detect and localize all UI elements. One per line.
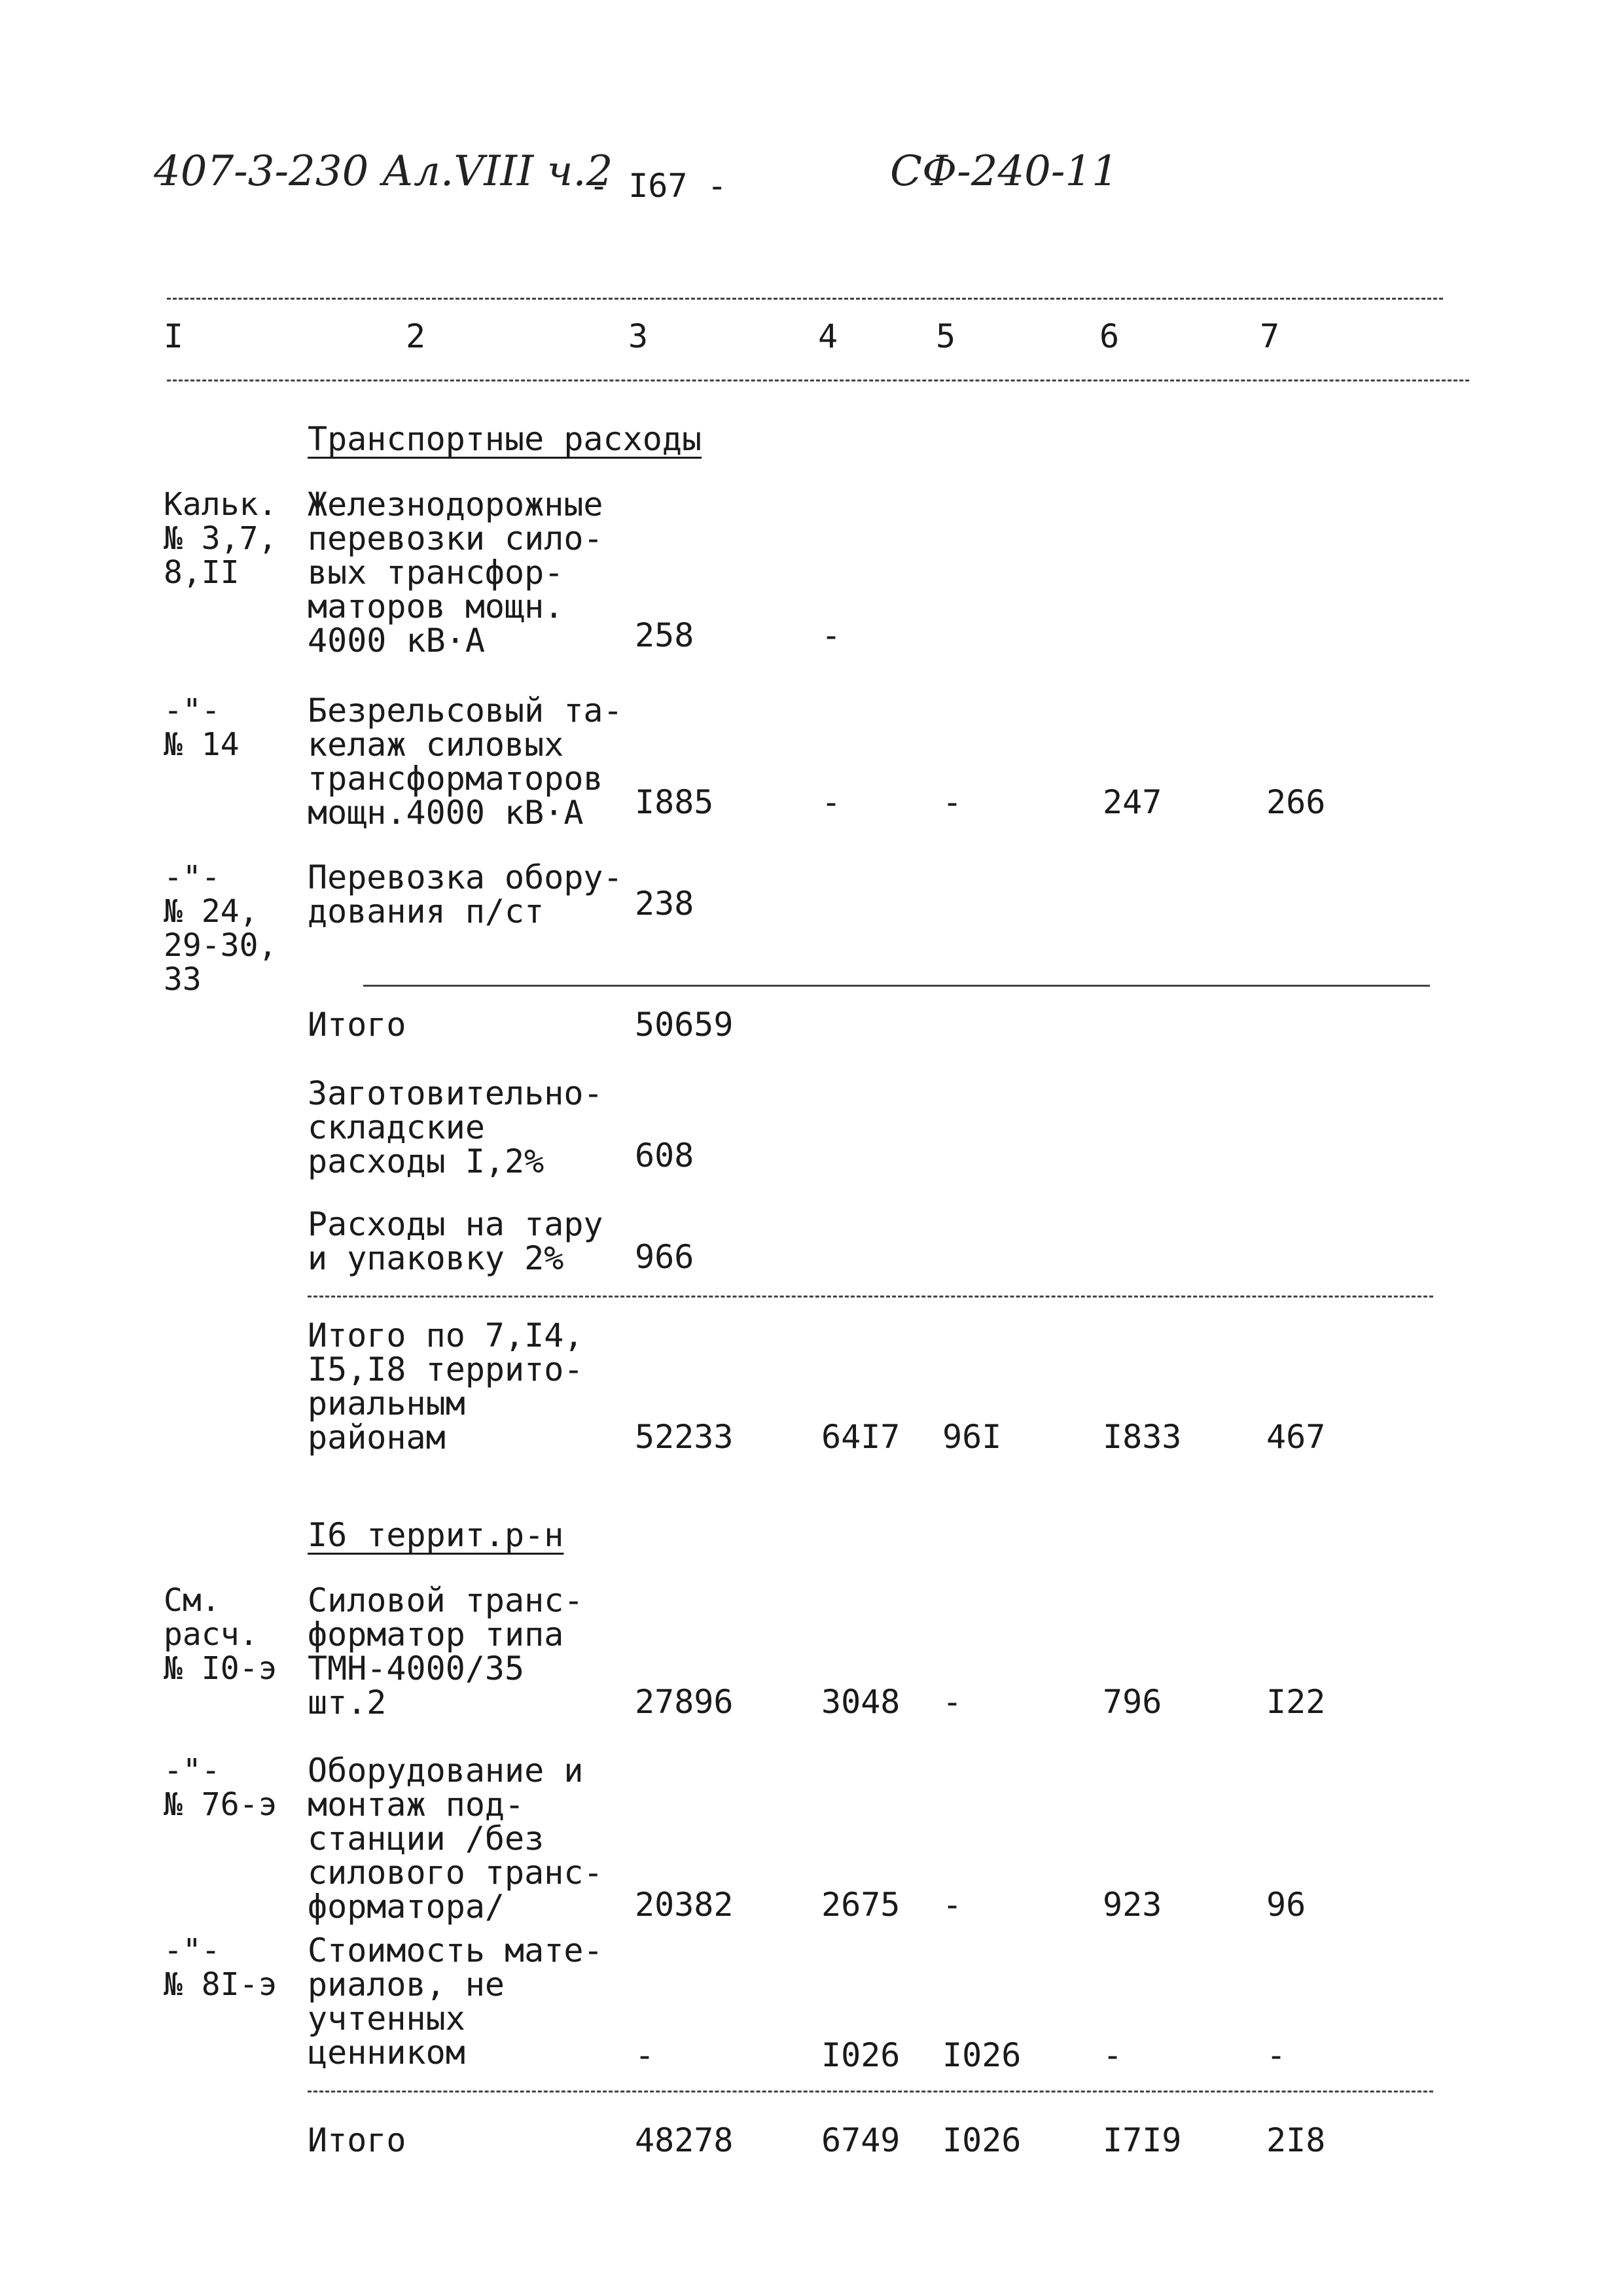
cell-col7: 266 — [1266, 783, 1326, 821]
section2-total-col5: I026 — [942, 2121, 1022, 2159]
cell-col5: - — [942, 783, 963, 821]
total-label: Итого — [308, 1006, 406, 1044]
section2-total-col6: I7I9 — [1103, 2121, 1182, 2159]
packaging-label: Расходы на тару и упаковку 2% — [308, 1205, 603, 1277]
cell-col5: - — [942, 1683, 963, 1721]
document-code: 407-3-230 Ал.VIII ч.2 — [154, 147, 613, 196]
procurement-label: Заготовительно- складские расходы I,2% — [308, 1074, 603, 1180]
page-number: - I67 - — [589, 167, 727, 205]
grand-col6: I833 — [1103, 1418, 1182, 1456]
grand-col3: 52233 — [635, 1418, 734, 1456]
cell-col3: I885 — [635, 783, 714, 821]
cell-col4: 2675 — [821, 1886, 901, 1924]
row-ref: Кальк. № 3,7, 8,II — [164, 486, 277, 591]
section2-total-col3: 48278 — [635, 2121, 734, 2159]
cell-col6: 247 — [1103, 783, 1162, 821]
section2-total-col7: 2I8 — [1266, 2121, 1326, 2159]
section2-total-rule — [308, 2091, 1433, 2093]
cell-col4: - — [821, 616, 842, 654]
row-ref: -"- № 24, 29-30, 33 — [164, 859, 277, 998]
cell-col6: - — [1103, 2036, 1123, 2074]
packaging-col3: 966 — [635, 1238, 694, 1276]
cell-col3: - — [635, 2036, 655, 2074]
row-ref: -"- № 8I-э — [164, 1932, 277, 2003]
column-header-4: 4 — [818, 317, 838, 355]
section-title-transport: Транспортные расходы — [308, 420, 702, 458]
grand-total-label: Итого по 7,I4, I5,I8 террито- риальным районам — [308, 1316, 584, 1457]
cell-col4: 3048 — [821, 1683, 901, 1721]
column-header-7: 7 — [1260, 317, 1280, 355]
column-header-5: 5 — [936, 317, 956, 355]
section2-total-label: Итого — [308, 2121, 406, 2159]
cell-col6: 923 — [1103, 1886, 1162, 1924]
row-description: Стоимость мате- риалов, не учтенных ценником — [308, 1932, 603, 2072]
row-description: Перевозка обору- дования п/ст — [308, 858, 623, 930]
cell-col7: I22 — [1266, 1683, 1326, 1721]
header-bottom-rule — [167, 380, 1469, 381]
column-header-6: 6 — [1099, 317, 1120, 355]
row-ref: -"- № 14 — [164, 692, 240, 763]
row-description: Оборудование и монтаж под- станции /без силового транс- форматора/ — [308, 1752, 603, 1926]
cell-col7: 96 — [1266, 1886, 1306, 1924]
grand-col4: 64I7 — [821, 1418, 901, 1456]
grand-total-rule — [308, 1296, 1433, 1298]
row-description: Силовой транс- форматор типа ТМН-4000/35 шт.2 — [308, 1581, 584, 1722]
cell-col6: 796 — [1103, 1683, 1162, 1721]
section-title-region-16: I6 террит.р-н — [308, 1516, 564, 1554]
cell-col4: - — [821, 783, 842, 821]
row-description: Железнодорожные перевозки сило- вых трансфор- маторов мощн. 4000 кВ·А — [308, 486, 603, 660]
column-header-2: 2 — [406, 317, 426, 355]
column-header-3: 3 — [628, 317, 649, 355]
grand-col7: 467 — [1266, 1418, 1326, 1456]
grand-col5: 96I — [942, 1418, 1002, 1456]
cell-col5: I026 — [942, 2036, 1022, 2074]
subtotal-rule — [363, 985, 1430, 987]
column-header-1: I — [164, 317, 184, 355]
cell-col3: 20382 — [635, 1886, 734, 1924]
cell-col5: - — [942, 1886, 963, 1924]
cell-col7: - — [1266, 2036, 1287, 2074]
cell-col3: 238 — [635, 885, 694, 923]
section2-total-col4: 6749 — [821, 2121, 901, 2159]
total-col3: 50659 — [635, 1006, 734, 1044]
row-ref: -"- № 76-э — [164, 1752, 277, 1823]
header-top-rule — [167, 298, 1443, 300]
row-ref: См. расч. № I0-э — [164, 1582, 277, 1687]
cell-col3: 27896 — [635, 1683, 734, 1721]
sheet-code: СФ-240-11 — [890, 147, 1118, 196]
row-description: Безрельсовый та- келаж силовых трансформаторов мощн.4000 кВ·А — [308, 692, 623, 832]
cell-col3: 258 — [635, 616, 694, 654]
cell-col4: I026 — [821, 2036, 901, 2074]
procurement-col3: 608 — [635, 1137, 694, 1174]
